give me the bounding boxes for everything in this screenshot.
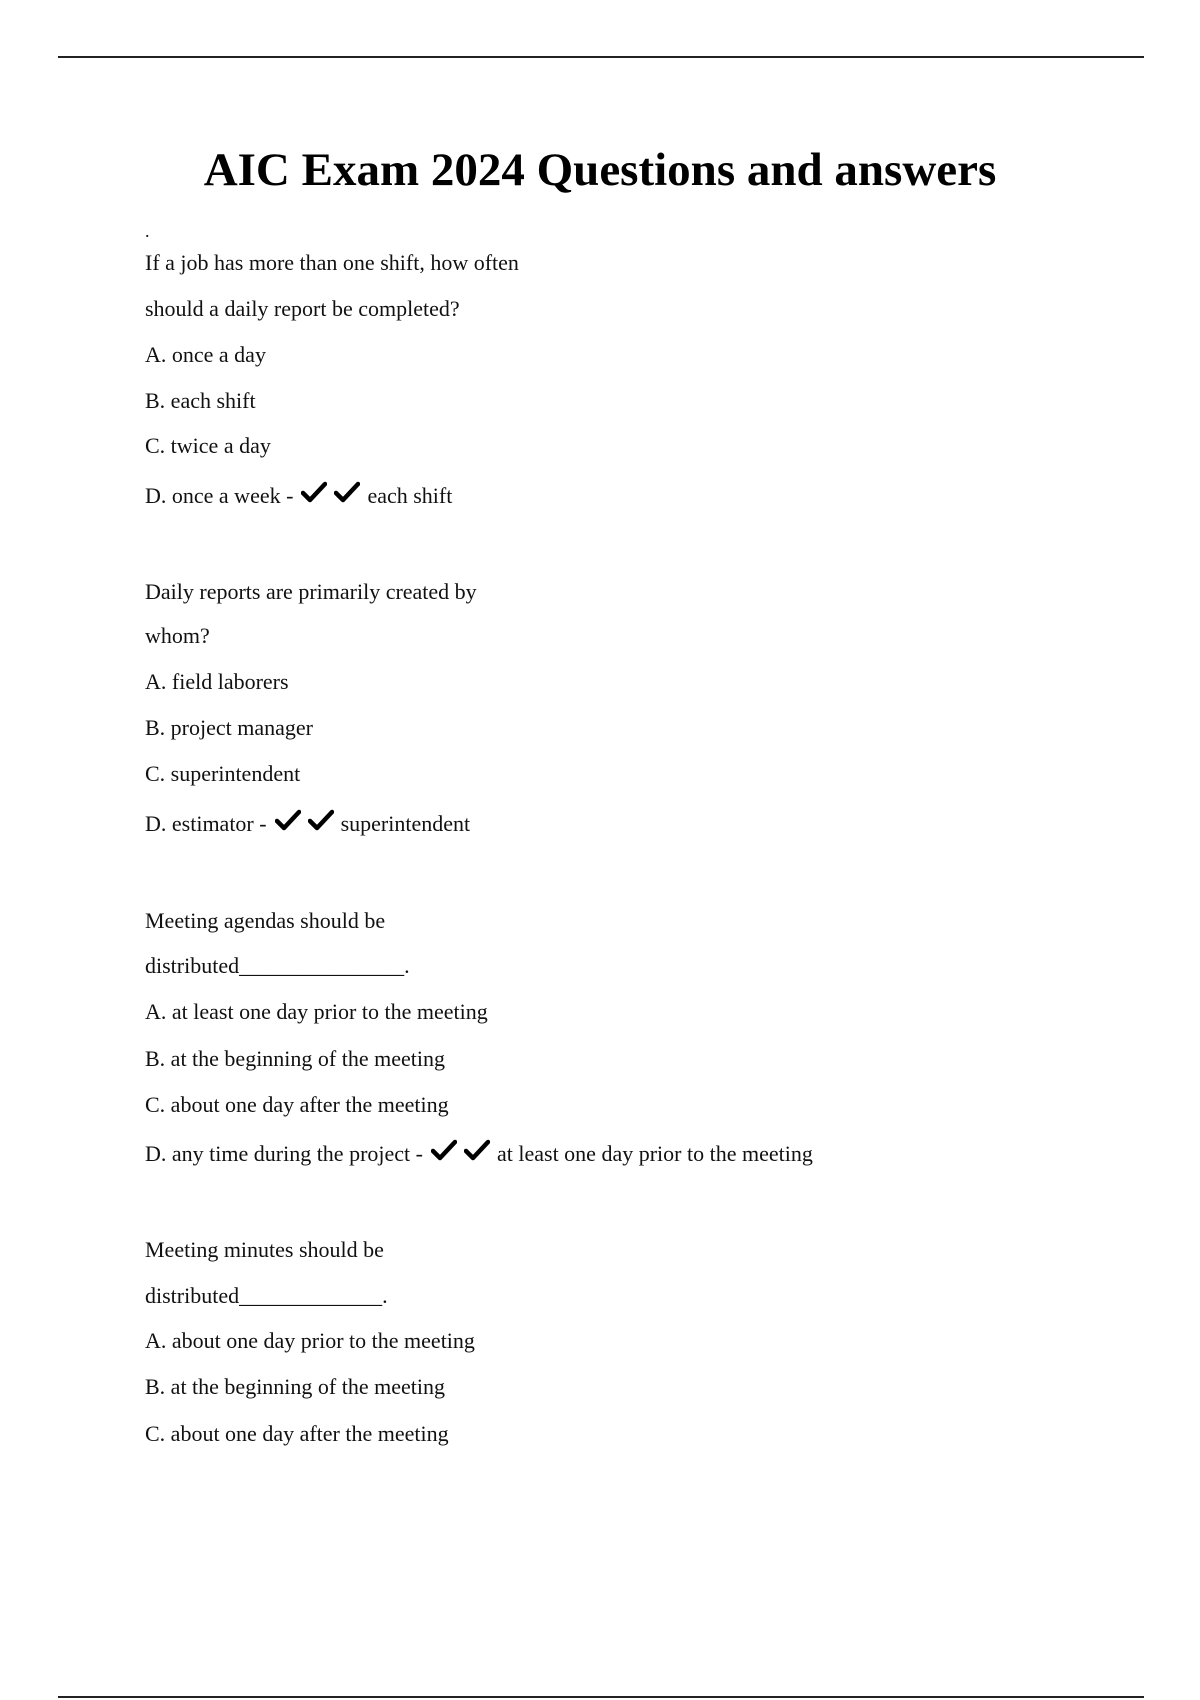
question-3-option-d: D. any time during the project - [145,1141,423,1166]
page-title: AIC Exam 2024 Questions and answers [203,144,997,196]
question-4-prompt-line-2: distributed_____________. [145,1283,388,1308]
question-2-option-c: C. superintendent [145,761,301,786]
answer-marks [431,1139,497,1161]
question-3-option-d-line [145,1139,813,1169]
top-rule [58,56,1144,58]
question-2-option-d: D. estimator - [145,811,267,836]
question-1-option-d-line [145,481,452,511]
check-icon [334,481,360,503]
question-2-option-d-line [145,809,470,839]
question-2-prompt-line-1: Daily reports are primarily created by [145,579,477,604]
bottom-rule [58,1696,1144,1698]
check-icon [308,809,334,831]
question-1-prompt-line-1: If a job has more than one shift, how often [145,250,519,275]
answer-marks [275,809,341,831]
question-2-option-a: A. field laborers [145,669,289,694]
question-4-option-c: C. about one day after the meeting [145,1421,449,1446]
stray-mark: . [145,221,150,241]
question-2-option-b: B. project manager [145,715,313,740]
question-3-answer: at least one day prior to the meeting [496,1141,813,1166]
check-icon [301,481,327,503]
check-icon [431,1139,457,1161]
question-3-option-b: B. at the beginning of the meeting [145,1046,445,1071]
question-1-option-c: C. twice a day [145,433,271,458]
question-1-answer: each shift [367,483,453,508]
question-3-prompt-line-1: Meeting agendas should be [145,908,386,933]
question-1-option-a: A. once a day [145,342,266,367]
question-4-option-a: A. about one day prior to the meeting [145,1328,475,1353]
question-3-option-a: A. at least one day prior to the meeting [145,999,488,1024]
answer-marks [301,481,367,503]
question-1-option-b: B. each shift [145,388,256,413]
question-4-option-b: B. at the beginning of the meeting [145,1374,445,1399]
check-icon [275,809,301,831]
question-2-prompt-line-2: whom? [145,623,210,648]
check-icon [464,1139,490,1161]
question-1-prompt-line-2: should a daily report be completed? [145,296,460,321]
question-1-option-d: D. once a week - [145,483,294,508]
question-3-option-c: C. about one day after the meeting [145,1092,449,1117]
question-4-prompt-line-1: Meeting minutes should be [145,1237,384,1262]
question-2-answer: superintendent [340,811,471,836]
question-3-prompt-line-2: distributed_______________. [145,953,410,978]
